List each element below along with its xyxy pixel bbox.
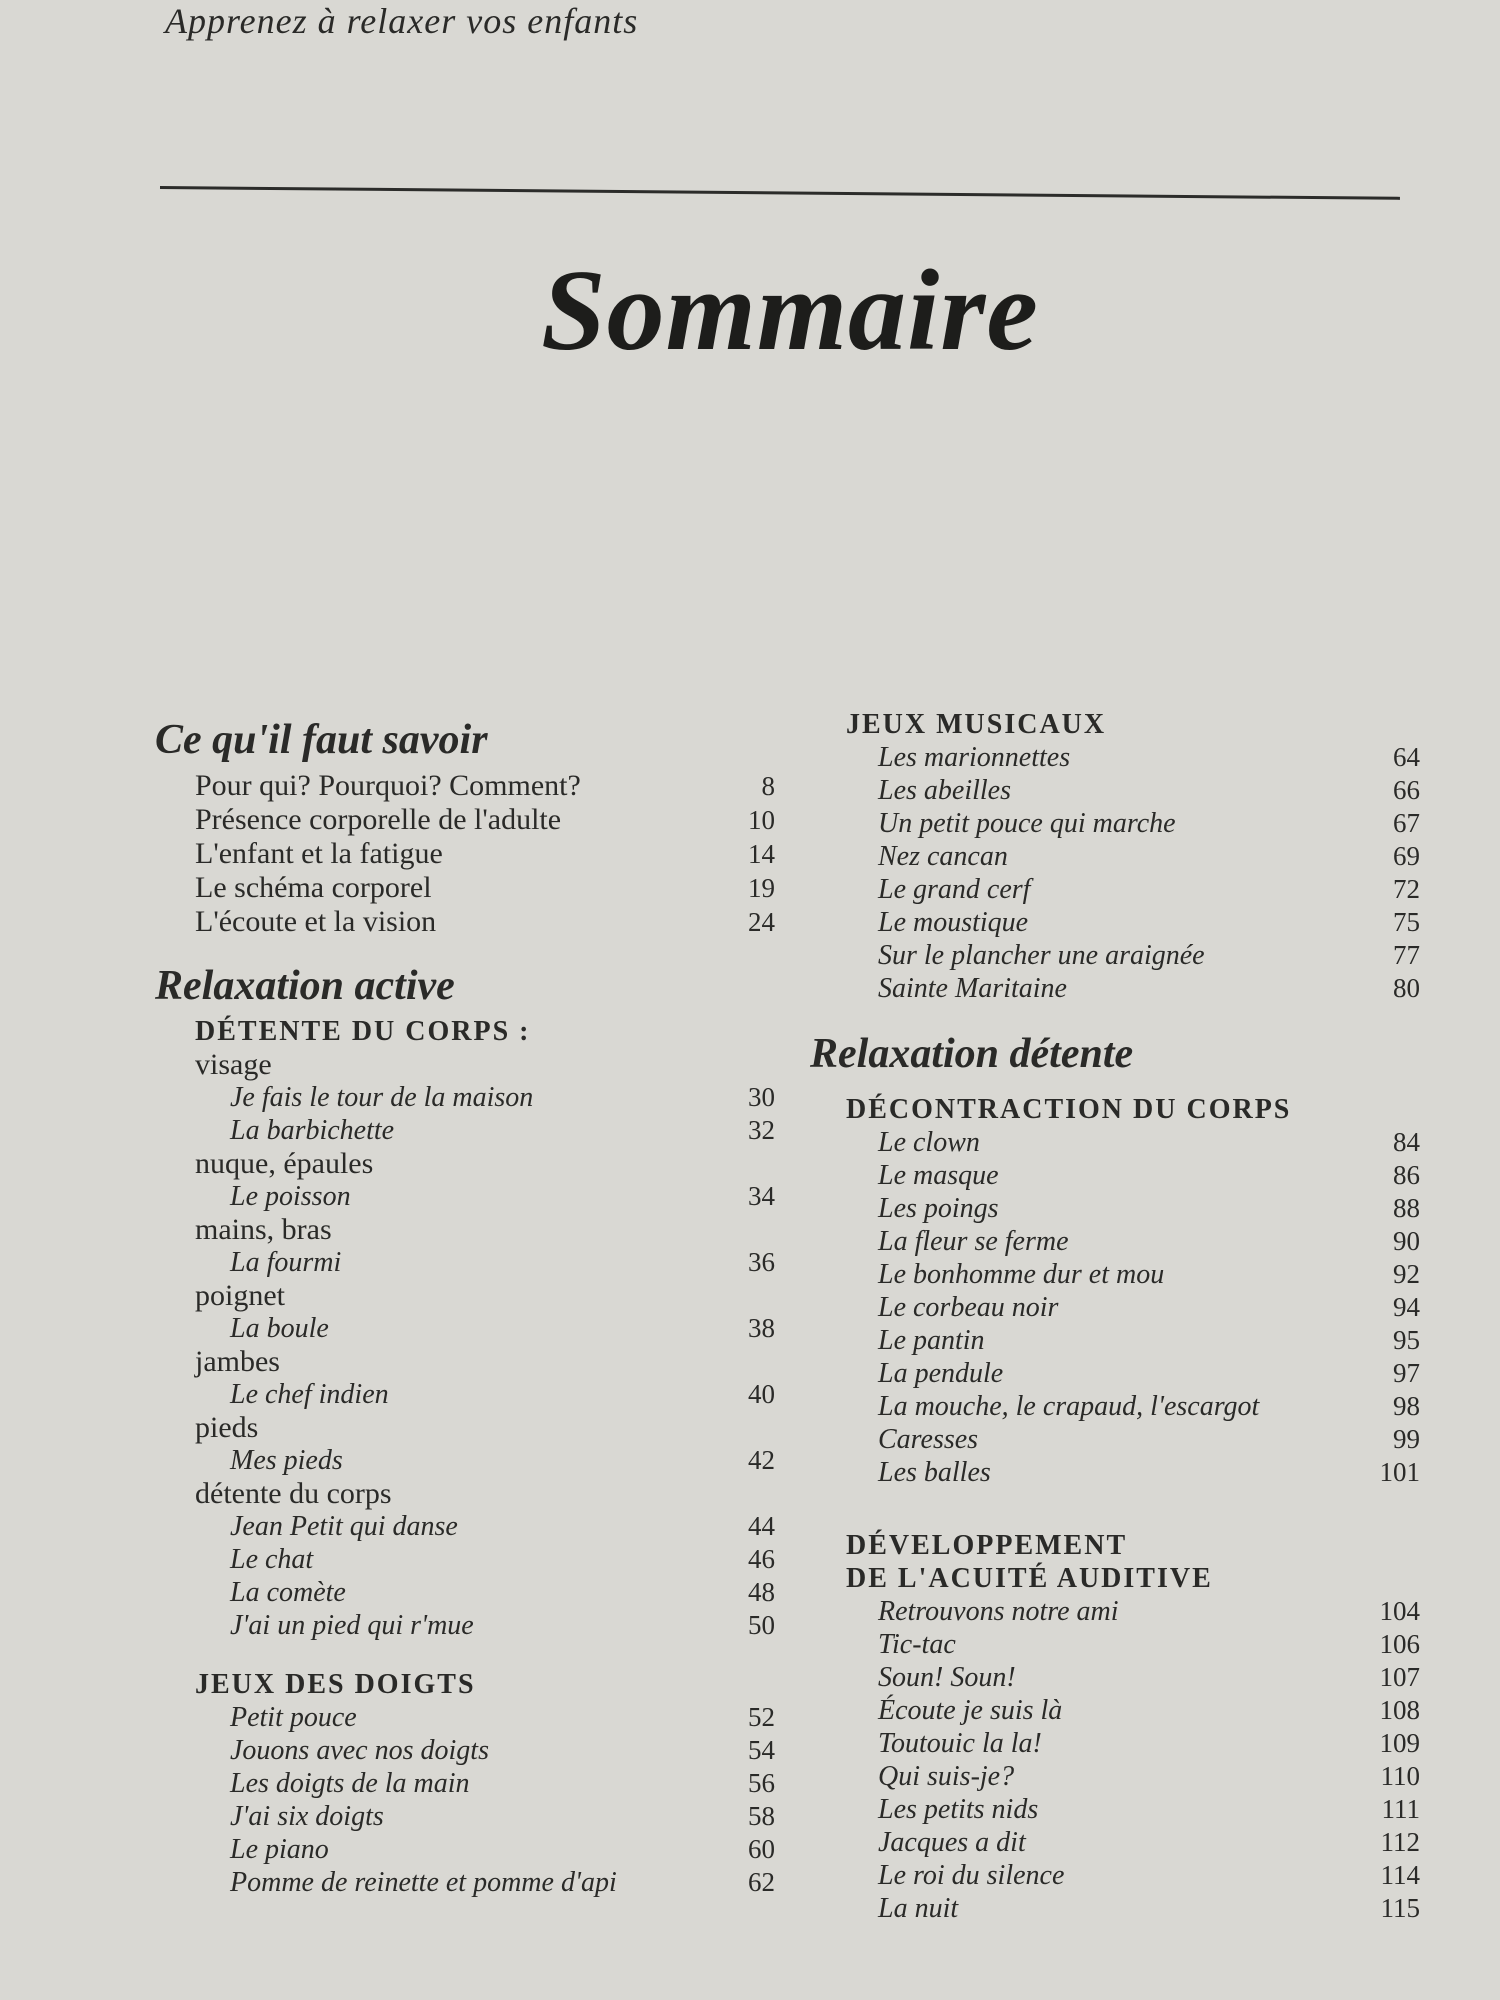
toc-entry (878, 1793, 1420, 1826)
toc-entry (878, 1159, 1420, 1192)
toc-entry-page: 32 (748, 1115, 775, 1145)
toc-category: pieds (195, 1411, 259, 1444)
toc-entry (195, 1246, 775, 1279)
toc-entry (230, 1734, 775, 1767)
toc-entry-page: 109 (1379, 1728, 1420, 1758)
toc-entry-page: 50 (748, 1610, 775, 1640)
toc-entry (195, 1543, 775, 1576)
toc-entry (195, 837, 775, 871)
toc-entry-label: Les poings (878, 1193, 999, 1224)
toc-entry-page: 46 (748, 1544, 775, 1574)
toc-entry (878, 774, 1420, 807)
toc-entry-page: 38 (748, 1313, 775, 1343)
toc-entry-page: 101 (1379, 1457, 1420, 1487)
toc-entry (195, 803, 775, 837)
toc-entry-page: 108 (1379, 1695, 1420, 1725)
toc-entry-page: 56 (748, 1768, 775, 1798)
subsection-title: JEUX DES DOIGTS (195, 1669, 476, 1700)
toc-entry-label: Sur le plancher une araignée (878, 940, 1205, 971)
toc-entry (230, 1701, 775, 1734)
page-title: Sommaire (541, 247, 1039, 375)
toc-entry-label: Les marionnettes (878, 742, 1071, 773)
toc-entry (878, 807, 1420, 840)
toc-entry (878, 1324, 1420, 1357)
toc-entry-label: Le pantin (878, 1325, 985, 1356)
toc-category: poignet (195, 1279, 285, 1312)
toc-left-column (155, 715, 775, 1899)
toc-entry (878, 1595, 1420, 1628)
toc-entry-page: 36 (748, 1247, 775, 1277)
toc-entry-label: Le chat (230, 1544, 314, 1575)
toc-entry (878, 1628, 1420, 1661)
toc-entry (878, 906, 1420, 939)
toc-entry (878, 873, 1420, 906)
subsection-title: JEUX MUSICAUX (846, 709, 1107, 740)
toc-category: détente du corps (195, 1477, 392, 1510)
toc-entry-page: 72 (1393, 874, 1420, 904)
toc-entry (230, 1800, 775, 1833)
toc-entry (878, 1661, 1420, 1694)
toc-entry-label: Pour qui? Pourquoi? Comment? (195, 769, 581, 802)
toc-entry (195, 1312, 775, 1345)
toc-entry (878, 1859, 1420, 1892)
toc-entry (878, 840, 1420, 873)
toc-entry-page: 67 (1393, 808, 1420, 838)
toc-entry-label: Le poisson (230, 1181, 351, 1212)
section-title: Ce qu'il faut savoir (155, 717, 488, 763)
toc-entry-page: 62 (748, 1867, 775, 1897)
toc-entry-page: 34 (748, 1181, 775, 1211)
toc-entry-page: 90 (1393, 1226, 1420, 1256)
toc-entry-label: Tic-tac (878, 1629, 956, 1660)
toc-entry (878, 1357, 1420, 1390)
toc-entry-page: 64 (1393, 742, 1420, 772)
toc-entry (878, 1192, 1420, 1225)
toc-entry-label: Le chef indien (230, 1379, 389, 1410)
toc-entry-label: Les doigts de la main (230, 1768, 470, 1799)
toc-entry (195, 1114, 775, 1147)
toc-entry-label: La pendule (878, 1358, 1004, 1389)
toc-entry-page: 107 (1379, 1662, 1420, 1692)
toc-entry-page: 115 (1380, 1893, 1420, 1923)
toc-entry-page: 52 (748, 1702, 775, 1732)
toc-entry-label: J'ai un pied qui r'mue (230, 1610, 474, 1641)
toc-entry (878, 972, 1420, 1005)
toc-category: visage (195, 1048, 272, 1081)
toc-entry (878, 1456, 1420, 1489)
subsection-title: DÉCONTRACTION DU CORPS (846, 1094, 1292, 1125)
toc-list (878, 741, 1420, 1005)
toc-entry-label: Toutouic la la! (878, 1728, 1042, 1759)
toc-entry-page: 104 (1379, 1596, 1420, 1626)
toc-entry-page: 98 (1393, 1391, 1420, 1421)
toc-entry-label: Pomme de reinette et pomme d'api (230, 1867, 617, 1898)
toc-entry-page: 40 (748, 1379, 775, 1409)
toc-entry-page: 69 (1393, 841, 1420, 871)
toc-entry-page: 88 (1393, 1193, 1420, 1223)
toc-entry-page: 14 (748, 839, 775, 869)
toc-entry (195, 1576, 775, 1609)
toc-entry-page: 97 (1393, 1358, 1420, 1388)
toc-category: jambes (195, 1345, 280, 1378)
toc-entry-page: 86 (1393, 1160, 1420, 1190)
toc-entry-label: La mouche, le crapaud, l'escargot (878, 1391, 1260, 1422)
toc-entry (878, 1225, 1420, 1258)
toc-entry-label: Le bonhomme dur et mou (878, 1259, 1165, 1290)
toc-entry (230, 1833, 775, 1866)
toc-entry (195, 905, 775, 939)
toc-entry-label: Caresses (878, 1424, 979, 1455)
toc-entry-page: 58 (748, 1801, 775, 1831)
toc-entry-label: Le piano (230, 1834, 329, 1865)
toc-entry-page: 48 (748, 1577, 775, 1607)
toc-entry (878, 1826, 1420, 1859)
subsection-title: DÉVELOPPEMENT (846, 1530, 1128, 1561)
toc-entry-label: Nez cancan (878, 841, 1008, 872)
toc-entry (878, 1760, 1420, 1793)
toc-entry (195, 1081, 775, 1114)
toc-category: nuque, épaules (195, 1147, 374, 1180)
toc-entry-page: 42 (748, 1445, 775, 1475)
toc-entry-label: Un petit pouce qui marche (878, 808, 1176, 839)
section-title: Relaxation détente (810, 1031, 1134, 1077)
toc-entry-page: 8 (761, 771, 775, 801)
toc-entry-label: Sainte Maritaine (878, 973, 1067, 1004)
toc-entry-label: Le masque (878, 1160, 999, 1191)
toc-entry-label: Les abeilles (878, 775, 1011, 806)
toc-entry (878, 1390, 1420, 1423)
toc-entry-label: Le roi du silence (878, 1860, 1065, 1891)
toc-entry-page: 24 (748, 907, 775, 937)
toc-entry-page: 75 (1393, 907, 1420, 937)
toc-entry-label: Je fais le tour de la maison (230, 1082, 534, 1113)
toc-entry-label: Le schéma corporel (195, 871, 432, 904)
toc-entry (195, 1609, 775, 1642)
toc-entry (878, 1423, 1420, 1456)
toc-category: mains, bras (195, 1213, 332, 1246)
toc-entry-page: 106 (1379, 1629, 1420, 1659)
toc-entry-label: Mes pieds (230, 1445, 343, 1476)
toc-entry-label: La comète (230, 1577, 346, 1608)
toc-entry-label: Jacques a dit (878, 1827, 1026, 1858)
toc-entry-page: 77 (1393, 940, 1420, 970)
toc-entry-label: Petit pouce (230, 1702, 357, 1733)
running-head: Apprenez à relaxer vos enfants (165, 1, 639, 41)
toc-entry (230, 1767, 775, 1800)
toc-entry (195, 1444, 775, 1477)
header-rule (160, 186, 1400, 200)
toc-entry (195, 1180, 775, 1213)
toc-entry-page: 94 (1393, 1292, 1420, 1322)
section-title: Relaxation active (155, 963, 455, 1009)
toc-entry (878, 1126, 1420, 1159)
toc-entry-page: 80 (1393, 973, 1420, 1003)
toc-entry (878, 1291, 1420, 1324)
toc-entry-page: 19 (748, 873, 775, 903)
toc-entry-label: J'ai six doigts (230, 1801, 384, 1832)
toc-entry-label: Retrouvons notre ami (878, 1596, 1119, 1627)
toc-list (195, 1701, 775, 1899)
toc-entry-label: Le corbeau noir (878, 1292, 1059, 1323)
toc-list (155, 769, 775, 939)
toc-entry (878, 1892, 1420, 1925)
toc-entry-page: 60 (748, 1834, 775, 1864)
toc-entry-page: 54 (748, 1735, 775, 1765)
toc-entry-page: 112 (1380, 1827, 1420, 1857)
toc-entry (230, 1866, 775, 1899)
subsection-title: DE L'ACUITÉ AUDITIVE (846, 1563, 1213, 1594)
subsection-title: DÉTENTE DU CORPS : (195, 1016, 531, 1047)
toc-entry-page: 95 (1393, 1325, 1420, 1355)
toc-entry-label: Le grand cerf (878, 874, 1031, 905)
toc-entry-label: Les petits nids (878, 1794, 1039, 1825)
toc-entry (195, 1510, 775, 1543)
toc-entry (878, 1694, 1420, 1727)
toc-entry-label: La barbichette (230, 1115, 395, 1146)
toc-entry-label: Le moustique (878, 907, 1029, 938)
toc-entry-page: 30 (748, 1082, 775, 1112)
toc-entry-label: Écoute je suis là (878, 1695, 1063, 1726)
toc-entry-label: La boule (230, 1313, 329, 1344)
toc-entry-label: L'enfant et la fatigue (195, 837, 443, 870)
toc-entry-page: 111 (1381, 1794, 1420, 1824)
toc-entry (195, 1378, 775, 1411)
toc-entry-label: Les balles (878, 1457, 991, 1488)
toc-entry-page: 99 (1393, 1424, 1420, 1454)
toc-entry-page: 84 (1393, 1127, 1420, 1157)
toc-entry-label: La nuit (878, 1893, 959, 1924)
toc-entry-page: 110 (1380, 1761, 1420, 1791)
toc-entry (195, 871, 775, 905)
toc-entry-page: 66 (1393, 775, 1420, 805)
toc-entry (878, 1258, 1420, 1291)
toc-entry (195, 769, 775, 803)
toc-entry-page: 114 (1380, 1860, 1420, 1890)
toc-entry-page: 10 (748, 805, 775, 835)
toc-entry (878, 939, 1420, 972)
toc-entry-label: Qui suis-je? (878, 1761, 1015, 1792)
toc-list (878, 1126, 1420, 1489)
toc-entry-page: 92 (1393, 1259, 1420, 1289)
toc-right-column (810, 708, 1420, 1925)
toc-entry-label: Le clown (878, 1127, 980, 1158)
toc-entry-label: Jean Petit qui danse (230, 1511, 458, 1542)
toc-entry (878, 741, 1420, 774)
toc-entry-label: Soun! Soun! (878, 1662, 1016, 1693)
toc-entry-label: Jouons avec nos doigts (230, 1735, 489, 1766)
toc-entry-label: L'écoute et la vision (195, 905, 437, 938)
toc-entry-label: La fourmi (230, 1247, 342, 1278)
toc-entry (878, 1727, 1420, 1760)
toc-entry-label: La fleur se ferme (878, 1226, 1069, 1257)
toc-list (878, 1595, 1420, 1925)
toc-entry-label: Présence corporelle de l'adulte (195, 803, 562, 836)
toc-entry-page: 44 (748, 1511, 775, 1541)
